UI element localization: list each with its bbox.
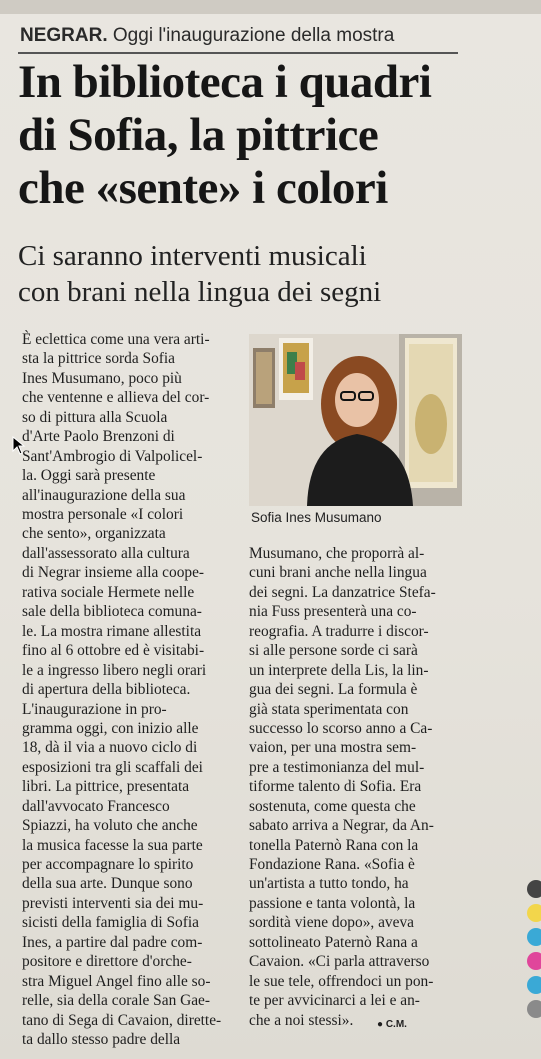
text-line: rativa sociale Hermete nelle [22,583,195,601]
article-photo [249,334,462,506]
author-signature: ● C.M. [377,1018,407,1030]
text-line: Sant'Ambrogio di Valpolicel- [22,447,203,465]
text-line: di apertura della biblioteca. [22,681,191,699]
text-line: stra Miguel Angel fino alle so- [22,972,211,990]
text-line: positore e direttore d'orche- [22,953,192,971]
text-line: fino al 6 ottobre ed è visitabi- [22,642,205,660]
subheadline-line: con brani nella lingua dei segni [18,276,382,308]
text-line: che sento», organizzata [22,525,166,543]
text-line: la. Oggi sarà presente [22,467,156,485]
text-line: sabato arriva a Negrar, da An- [249,817,434,835]
text-line: della sua arte. Dunque sono [22,875,193,893]
text-line: vaion, per una mostra sem- [249,739,417,757]
text-line: tonella Paternò Rana con la [249,836,419,854]
text-line: sicisti della famiglia di Sofia [22,914,199,932]
text-line: un'artista a tutto tondo, ha [249,875,409,893]
headline-line: che «sente» i colori [18,162,388,214]
text-line: di Negrar insieme alla coope- [22,564,205,582]
registration-dot [527,880,541,898]
text-line: dei segni. La danzatrice Stefa- [249,583,436,601]
kicker-text: Oggi l'inaugurazione della mostra [112,25,395,46]
column-a-bottom [22,544,240,1049]
text-line: gua dei segni. La formula è [249,681,418,699]
photo-caption: Sofia Ines Musumano [251,510,382,525]
text-line: sostenuta, come questa che [249,797,416,815]
text-line: si alle persone sorde ci sarà [249,642,418,660]
text-line: esposizioni tra gli scaffali dei [22,758,203,776]
text-line: sordità viene dopo», aveva [249,914,414,932]
portrait-image [249,334,462,506]
text-line: dall'assessorato alla cultura [22,545,190,562]
text-line: ta dallo stesso padre della [22,1030,181,1048]
text-line: le a ingresso libero negli orari [22,661,207,679]
article-kicker [20,24,470,48]
registration-dot [527,1000,541,1018]
text-line: cuni brani anche nella lingua [249,564,427,582]
registration-dot [527,928,541,946]
text-line: sale della biblioteca comuna- [22,603,202,621]
text-line: sta la pittrice sorda Sofia [22,350,176,368]
text-line: so di pittura alla Scuola [22,408,168,426]
registration-dot [527,976,541,994]
mouse-pointer-icon [12,436,26,456]
text-line: relle, sia della corale San Gae- [22,992,211,1010]
text-line: passione e tanta volontà, la [249,894,416,912]
text-line: d'Arte Paolo Brenzoni di [22,428,175,446]
color-registration-marks [527,880,541,1024]
text-line: mostra personale «I colori [22,505,184,523]
text-line: reografia. A tradurre i discor- [249,622,429,640]
text-line: te per avvicinarci a lei e an- [249,992,420,1010]
text-line: le. La mostra rimane allestita [22,622,202,640]
text-line: Musumano, che proporrà al- [249,545,425,562]
text-line: per accompagnare lo spirito [22,856,194,873]
text-line: Ines, a partire dal padre com- [22,933,203,951]
text-line: sottolineato Paternò Rana a [249,933,418,951]
text-line: tano di Sega di Cavaion, dirette- [22,1011,222,1029]
text-line: nia Fuss presenterà una co- [249,603,417,621]
text-line: dall'avvocato Francesco [22,797,170,815]
headline-line: di Sofia, la pittrice [18,109,379,161]
column-a-top [22,330,240,544]
kicker-place: NEGRAR. [20,25,108,46]
text-line: la musica facesse la sua parte [22,836,203,854]
text-line: È eclettica come una vera arti- [22,331,210,348]
text-line: Spiazzi, ha voluto che anche [22,817,198,835]
text-line: che a noi stessi». [249,1011,354,1029]
text-line: pre a testimonianza del mul- [249,758,425,776]
text-line: Cavaion. «Ci parla attraverso [249,953,430,971]
text-line: 18, dà il via a nuovo ciclo di [22,739,198,757]
text-line: già stata sperimentata con [249,700,409,718]
registration-dot [527,904,541,922]
text-line: L'inaugurazione in pro- [22,700,167,718]
article-subheadline [18,238,468,310]
text-line: gramma oggi, con inizio alle [22,719,199,737]
text-line: le sue tele, offrendoci un pon- [249,972,434,990]
text-line: previsti interventi sia dei mu- [22,894,204,912]
text-line: libri. La pittrice, presentata [22,778,190,796]
text-line: che ventenne e allieva del cor- [22,389,210,407]
headline-line: In biblioteca i quadri [18,56,432,108]
text-line: tiforme talento di Sofia. Era [249,778,422,796]
kicker-rule [18,52,458,54]
registration-dot [527,952,541,970]
text-line: Fondazione Rana. «Sofia è [249,856,415,873]
text-line: all'inaugurazione della sua [22,486,186,504]
text-line: Ines Musumano, poco più [22,369,182,387]
text-line: successo lo scorso anno a Ca- [249,719,433,737]
subheadline-line: Ci saranno interventi musicali [18,240,367,272]
column-b [249,544,465,1030]
text-line: un interprete della Lis, la lin- [249,661,429,679]
page-top-band [0,0,541,14]
article-headline [18,56,473,215]
